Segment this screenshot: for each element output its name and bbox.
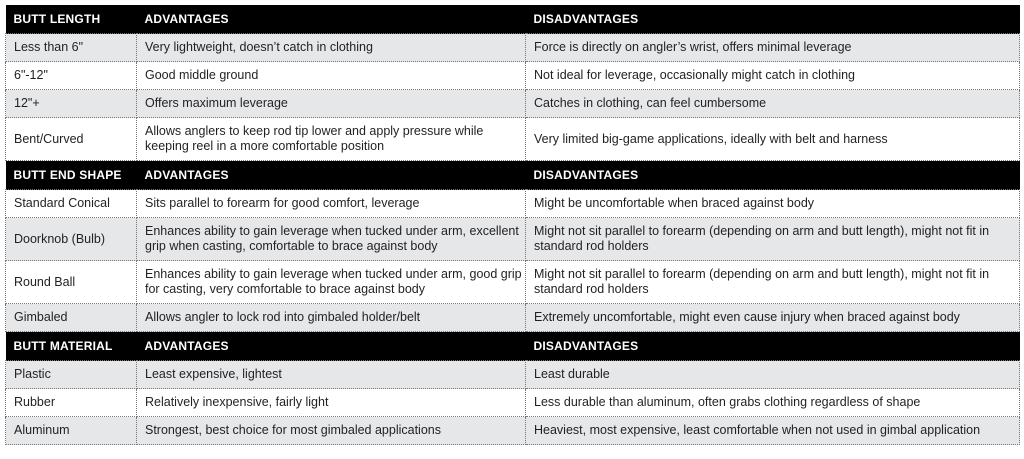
disadvantages-cell: Force is directly on angler’s wrist, offers minimal leverage	[526, 34, 1020, 62]
table-row	[6, 34, 1020, 62]
disadvantages-cell: Heaviest, most expensive, least comfortable when not used in gimbal application	[526, 417, 1020, 445]
table-row	[6, 218, 1020, 261]
advantages-cell: Relatively inexpensive, fairly light	[137, 389, 526, 417]
advantages-cell: Strongest, best choice for most gimbaled applications	[137, 417, 526, 445]
advantages-cell: Allows angler to lock rod into gimbaled holder/belt	[137, 304, 526, 332]
advantages-cell: Very lightweight, doesn’t catch in clothing	[137, 34, 526, 62]
row-label: Rubber	[6, 389, 137, 417]
table-row	[6, 190, 1020, 218]
table-row	[6, 90, 1020, 118]
category-header: BUTT END SHAPE	[6, 161, 137, 190]
advantages-cell: Offers maximum leverage	[137, 90, 526, 118]
row-label: Doorknob (Bulb)	[6, 218, 137, 261]
disadvantages-cell: Least durable	[526, 361, 1020, 389]
disadvantages-header: DISADVANTAGES	[526, 5, 1020, 34]
row-label: Bent/Curved	[6, 118, 137, 161]
row-label: 12"+	[6, 90, 137, 118]
section-header-row	[6, 5, 1020, 34]
category-header: BUTT LENGTH	[6, 5, 137, 34]
row-label: Less than 6"	[6, 34, 137, 62]
butt-comparison-table	[5, 5, 1020, 445]
row-label: 6"-12"	[6, 62, 137, 90]
disadvantages-cell: Might be uncomfortable when braced against body	[526, 190, 1020, 218]
table-row	[6, 261, 1020, 304]
row-label: Gimbaled	[6, 304, 137, 332]
row-label: Plastic	[6, 361, 137, 389]
advantages-header: ADVANTAGES	[137, 161, 526, 190]
disadvantages-cell: Less durable than aluminum, often grabs clothing regardless of shape	[526, 389, 1020, 417]
advantages-cell: Sits parallel to forearm for good comfort, leverage	[137, 190, 526, 218]
disadvantages-cell: Catches in clothing, can feel cumbersome	[526, 90, 1020, 118]
advantages-cell: Enhances ability to gain leverage when tucked under arm, excellent grip when casting, comfortable to brace against body	[137, 218, 526, 261]
table-row	[6, 361, 1020, 389]
advantages-cell: Least expensive, lightest	[137, 361, 526, 389]
section-header-row	[6, 332, 1020, 361]
row-label: Aluminum	[6, 417, 137, 445]
disadvantages-cell: Not ideal for leverage, occasionally might catch in clothing	[526, 62, 1020, 90]
disadvantages-header: DISADVANTAGES	[526, 332, 1020, 361]
advantages-cell: Good middle ground	[137, 62, 526, 90]
section-header-row	[6, 161, 1020, 190]
advantages-header: ADVANTAGES	[137, 5, 526, 34]
disadvantages-cell: Very limited big-game applications, ideally with belt and harness	[526, 118, 1020, 161]
row-label: Standard Conical	[6, 190, 137, 218]
category-header: BUTT MATERIAL	[6, 332, 137, 361]
disadvantages-cell: Might not sit parallel to forearm (depending on arm and butt length), might not fit in standard rod holders	[526, 261, 1020, 304]
advantages-cell: Enhances ability to gain leverage when tucked under arm, good grip for casting, very comfortable to brace against body	[137, 261, 526, 304]
disadvantages-cell: Might not sit parallel to forearm (depending on arm and butt length), might not fit in standard rod holders	[526, 218, 1020, 261]
advantages-header: ADVANTAGES	[137, 332, 526, 361]
row-label: Round Ball	[6, 261, 137, 304]
advantages-cell: Allows anglers to keep rod tip lower and apply pressure while keeping reel in a more comfortable position	[137, 118, 526, 161]
table-row	[6, 62, 1020, 90]
table-row	[6, 118, 1020, 161]
disadvantages-header: DISADVANTAGES	[526, 161, 1020, 190]
table-row	[6, 417, 1020, 445]
table-row	[6, 304, 1020, 332]
disadvantages-cell: Extremely uncomfortable, might even cause injury when braced against body	[526, 304, 1020, 332]
table-row	[6, 389, 1020, 417]
